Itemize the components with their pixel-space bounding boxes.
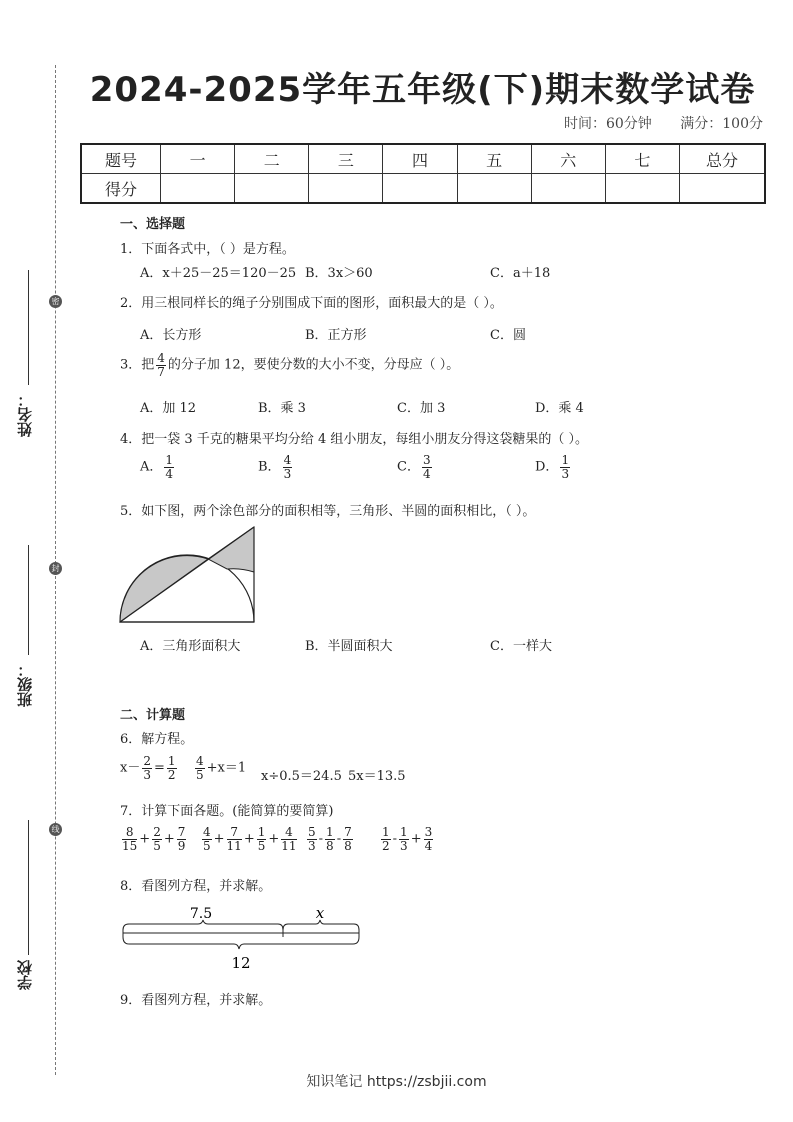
- denominator: 3: [283, 466, 292, 481]
- fraction: [202, 826, 212, 852]
- question-6-stem: 6．解方程。: [120, 732, 194, 747]
- fraction: [560, 454, 570, 480]
- operator: -: [392, 831, 398, 847]
- brace-12: [123, 937, 359, 949]
- header-cell: 总分: [680, 144, 766, 174]
- numerator: 2: [143, 754, 151, 768]
- header-cell: 三: [309, 144, 383, 174]
- fraction: [167, 755, 177, 781]
- time-info: 时间：60分钟: [563, 116, 652, 132]
- score-cell[interactable]: [457, 174, 531, 204]
- denominator: 2: [382, 838, 390, 853]
- header-cell: 题号: [81, 144, 161, 174]
- score-row-label: 得分: [81, 174, 161, 204]
- label-x: x: [315, 904, 325, 922]
- numerator: 5: [308, 825, 316, 839]
- denominator: 5: [203, 838, 211, 853]
- question-8-stem: 8．看图列方程，并求解。: [120, 879, 272, 894]
- fraction: [177, 826, 187, 852]
- fraction: [307, 826, 317, 852]
- score-cell[interactable]: [161, 174, 235, 204]
- q7-expression-3: [305, 826, 355, 852]
- question-5-stem: 5．如下图，两个涂色部分的面积相等，三角形、半圆的面积相比，（ ）。: [120, 504, 536, 519]
- q5-option-b[interactable]: B．半圆面积大: [305, 639, 393, 654]
- header-cell: 六: [531, 144, 605, 174]
- fraction: [343, 826, 353, 852]
- denominator: 11: [226, 838, 242, 853]
- fraction: [227, 826, 242, 852]
- option-letter: A．: [140, 459, 163, 475]
- brace-7-5: [123, 920, 283, 930]
- q4-option-c[interactable]: [397, 454, 434, 480]
- q3-option-c[interactable]: C．加 3: [397, 401, 446, 416]
- q3-prefix: 3．把: [120, 357, 155, 373]
- header-cell: 五: [457, 144, 531, 174]
- q8-brace-diagram: [118, 902, 366, 974]
- operator: +: [410, 831, 422, 847]
- q7-expression-4: [379, 826, 435, 852]
- q2-option-a[interactable]: A．长方形: [140, 328, 202, 343]
- header-cell: 一: [161, 144, 235, 174]
- numerator: 4: [283, 453, 292, 467]
- name-line[interactable]: [28, 270, 29, 385]
- denominator: 5: [257, 838, 266, 853]
- label-12: 12: [231, 954, 251, 972]
- q7-expression-2: [200, 826, 299, 852]
- q4-option-a[interactable]: [140, 454, 176, 480]
- numerator: 1: [400, 825, 408, 839]
- operator: +: [268, 831, 280, 847]
- fraction: [281, 826, 296, 852]
- fraction: [257, 826, 267, 852]
- denominator: 8: [326, 838, 334, 853]
- q5-option-c[interactable]: C．一样大: [490, 639, 552, 654]
- denominator: 7: [157, 364, 165, 379]
- question-4-stem: 4．把一袋 3 千克的糖果平均分给 4 组小朋友，每组小朋友分得这袋糖果的（ ）。: [120, 432, 588, 447]
- question-3-stem: [120, 352, 459, 378]
- option-letter: D．: [535, 459, 559, 475]
- school-line[interactable]: [28, 820, 29, 955]
- q2-option-b[interactable]: B．正方形: [305, 328, 367, 343]
- header-cell: 七: [605, 144, 679, 174]
- name-label: 姓名：: [16, 392, 34, 437]
- score-cell[interactable]: [605, 174, 679, 204]
- q2-option-c[interactable]: C．圆: [490, 328, 526, 343]
- numerator: 2: [153, 825, 161, 839]
- fraction: [152, 826, 162, 852]
- class-label: 班级：: [16, 662, 34, 707]
- fraction: [283, 454, 293, 480]
- section-calc-title: 二、计算题: [120, 708, 186, 723]
- numerator: 7: [177, 825, 186, 839]
- question-1-stem: 1．下面各式中，（ ）是方程。: [120, 242, 295, 257]
- full-score-info: 满分：100分: [680, 116, 763, 132]
- score-cell[interactable]: [531, 174, 605, 204]
- class-line[interactable]: [28, 545, 29, 655]
- score-cell[interactable]: [235, 174, 309, 204]
- fraction: [142, 755, 152, 781]
- q3-option-b[interactable]: B．乘 3: [258, 401, 306, 416]
- school-label: 学校: [16, 960, 34, 990]
- denominator: 3: [561, 466, 570, 481]
- denominator: 5: [196, 767, 204, 782]
- operator: +: [163, 831, 175, 847]
- header-cell: 四: [383, 144, 457, 174]
- eq2-right: +x＝1: [206, 760, 247, 776]
- score-cell[interactable]: [680, 174, 766, 204]
- numerator: 8: [122, 826, 137, 840]
- numerator: 1: [382, 825, 390, 839]
- denominator: 3: [400, 838, 408, 853]
- exam-meta: [540, 113, 763, 133]
- score-table-header-row: [81, 144, 765, 174]
- denominator: 4: [422, 466, 431, 481]
- fraction: [325, 826, 335, 852]
- score-table-score-row: [81, 174, 765, 204]
- option-letter: B．: [258, 459, 281, 475]
- score-cell[interactable]: [309, 174, 383, 204]
- q7-expression-1: [120, 826, 188, 852]
- fraction: [156, 352, 166, 378]
- q3-suffix: 的分子加 12，要使分数的大小不变，分母应（ ）。: [167, 357, 460, 373]
- denominator: 9: [177, 838, 186, 853]
- denominator: 4: [424, 838, 433, 853]
- fraction: [164, 454, 174, 480]
- equation-4: 5x＝13.5: [348, 769, 406, 784]
- fraction: [195, 755, 205, 781]
- q4-option-d[interactable]: [535, 454, 572, 480]
- operator: -: [318, 831, 324, 847]
- header-cell: 二: [235, 144, 309, 174]
- operator: +: [243, 831, 255, 847]
- operator: +: [213, 831, 225, 847]
- denominator: 11: [281, 838, 297, 853]
- numerator: 1: [167, 754, 176, 768]
- label-7-5: 7.5: [189, 906, 213, 922]
- page-title: 2024-2025学年五年级(下)期末数学试卷: [89, 70, 756, 110]
- numerator: 4: [157, 351, 165, 365]
- question-2-stem: 2．用三根同样长的绳子分别围成下面的图形，面积最大的是（ ）。: [120, 296, 503, 311]
- q4-option-b[interactable]: [258, 454, 294, 480]
- eq1-left: x－: [120, 760, 141, 776]
- denominator: 2: [167, 767, 176, 782]
- seal-xian: 线: [49, 823, 62, 836]
- numerator: 1: [326, 825, 334, 839]
- denominator: 15: [122, 838, 138, 853]
- denominator: 3: [143, 767, 151, 782]
- q1-option-c[interactable]: C．a＋18: [490, 266, 551, 281]
- question-9-stem: 9．看图列方程，并求解。: [120, 993, 272, 1008]
- score-table: [80, 143, 766, 204]
- triangle-semicircle-figure: [115, 524, 260, 626]
- fraction: [399, 826, 409, 852]
- numerator: 7: [344, 825, 352, 839]
- q3-option-d[interactable]: D．乘 4: [535, 401, 584, 416]
- section-choice-title: 一、选择题: [120, 217, 186, 232]
- q1-option-a[interactable]: A．x＋25－25＝120－25: [140, 266, 297, 281]
- q5-option-a[interactable]: A．三角形面积大: [140, 639, 241, 654]
- numerator: 4: [203, 825, 211, 839]
- numerator: 7: [227, 826, 242, 840]
- denominator: 5: [153, 838, 161, 853]
- equation-3: x÷0.5＝24.5: [261, 769, 342, 784]
- fraction: [424, 826, 434, 852]
- numerator: 3: [422, 453, 431, 467]
- q3-option-a[interactable]: A．加 12: [140, 401, 197, 416]
- numerator: 4: [196, 754, 204, 768]
- equation-2: [193, 755, 246, 781]
- denominator: 3: [308, 838, 316, 853]
- numerator: 3: [424, 825, 433, 839]
- fraction: [122, 826, 137, 852]
- seal-feng: 封: [49, 562, 62, 575]
- numerator: 4: [281, 826, 296, 840]
- brace-x: [283, 920, 359, 930]
- option-letter: C．: [397, 459, 420, 475]
- score-cell[interactable]: [383, 174, 457, 204]
- seal-mi: 密: [49, 295, 62, 308]
- fraction: [381, 826, 391, 852]
- equals-sign: =: [153, 760, 165, 776]
- equation-1: [120, 755, 179, 781]
- denominator: 4: [165, 466, 174, 481]
- numerator: 1: [561, 453, 570, 467]
- operator: -: [336, 831, 342, 847]
- operator: +: [139, 831, 151, 847]
- numerator: 1: [257, 825, 266, 839]
- question-7-stem: 7．计算下面各题。(能简算的要简算): [120, 804, 334, 819]
- footer-watermark: 知识笔记 https://zsbjii.com: [306, 1074, 487, 1090]
- q1-option-b[interactable]: B．3x＞60: [305, 266, 373, 281]
- fraction: [422, 454, 432, 480]
- denominator: 8: [344, 838, 352, 853]
- numerator: 1: [165, 453, 174, 467]
